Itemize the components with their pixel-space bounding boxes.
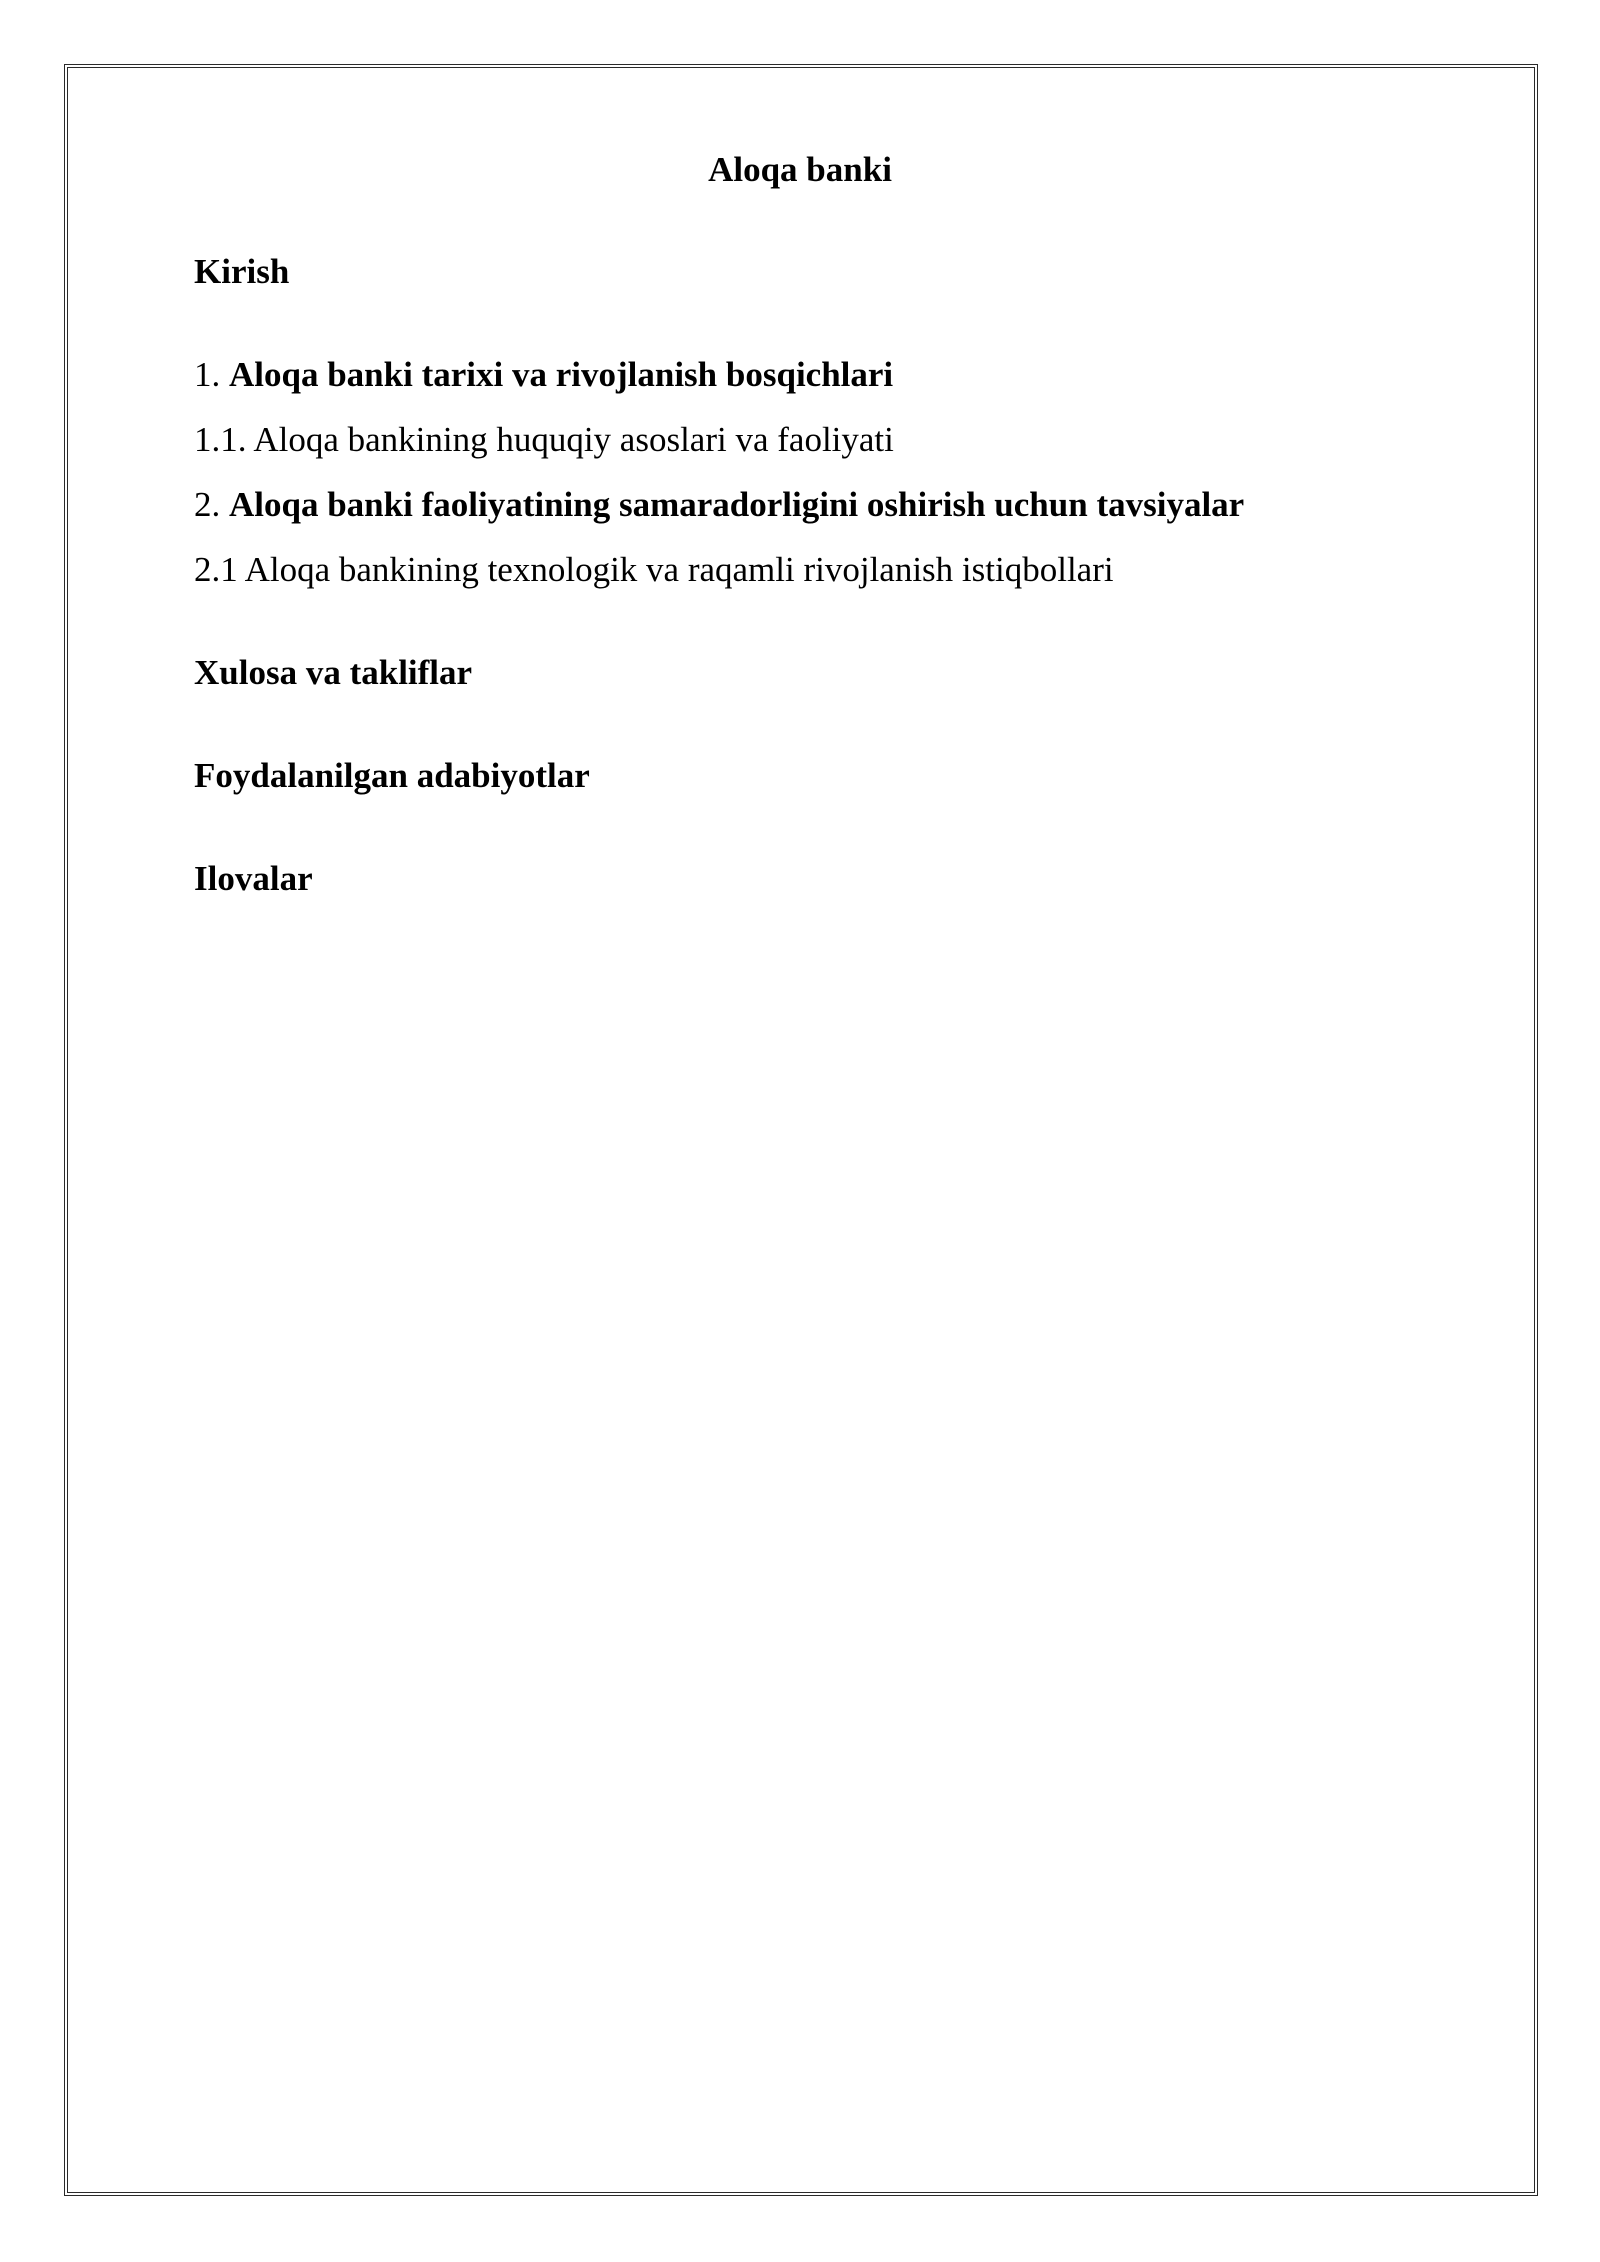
toc-chapter-2 [194,475,1244,535]
toc-appendices: Ilovalar [194,859,313,898]
toc-chapter-1 [194,345,893,405]
toc-chapter-1-title: Aloqa banki tarixi va rivojlanish bosqichlari [229,355,894,394]
toc-chapter-2-title: Aloqa banki faoliyatining samaradorligini oshirish uchun tavsiyalar [229,485,1245,524]
toc-conclusion: Xulosa va takliflar [194,653,473,692]
toc-chapter-1-number: 1. [194,355,229,394]
toc-intro: Kirish [194,252,290,291]
toc-section-1-1: 1.1. Aloqa bankining huquqiy asoslari va faoliyati [194,420,894,459]
toc-references: Foydalanilgan adabiyotlar [194,756,590,795]
document-title: Aloqa banki [708,150,892,189]
toc-section-2-1: 2.1 Aloqa bankining texnologik va raqamli rivojlanish istiqbollari [194,550,1114,589]
toc-chapter-2-number: 2. [194,485,229,524]
